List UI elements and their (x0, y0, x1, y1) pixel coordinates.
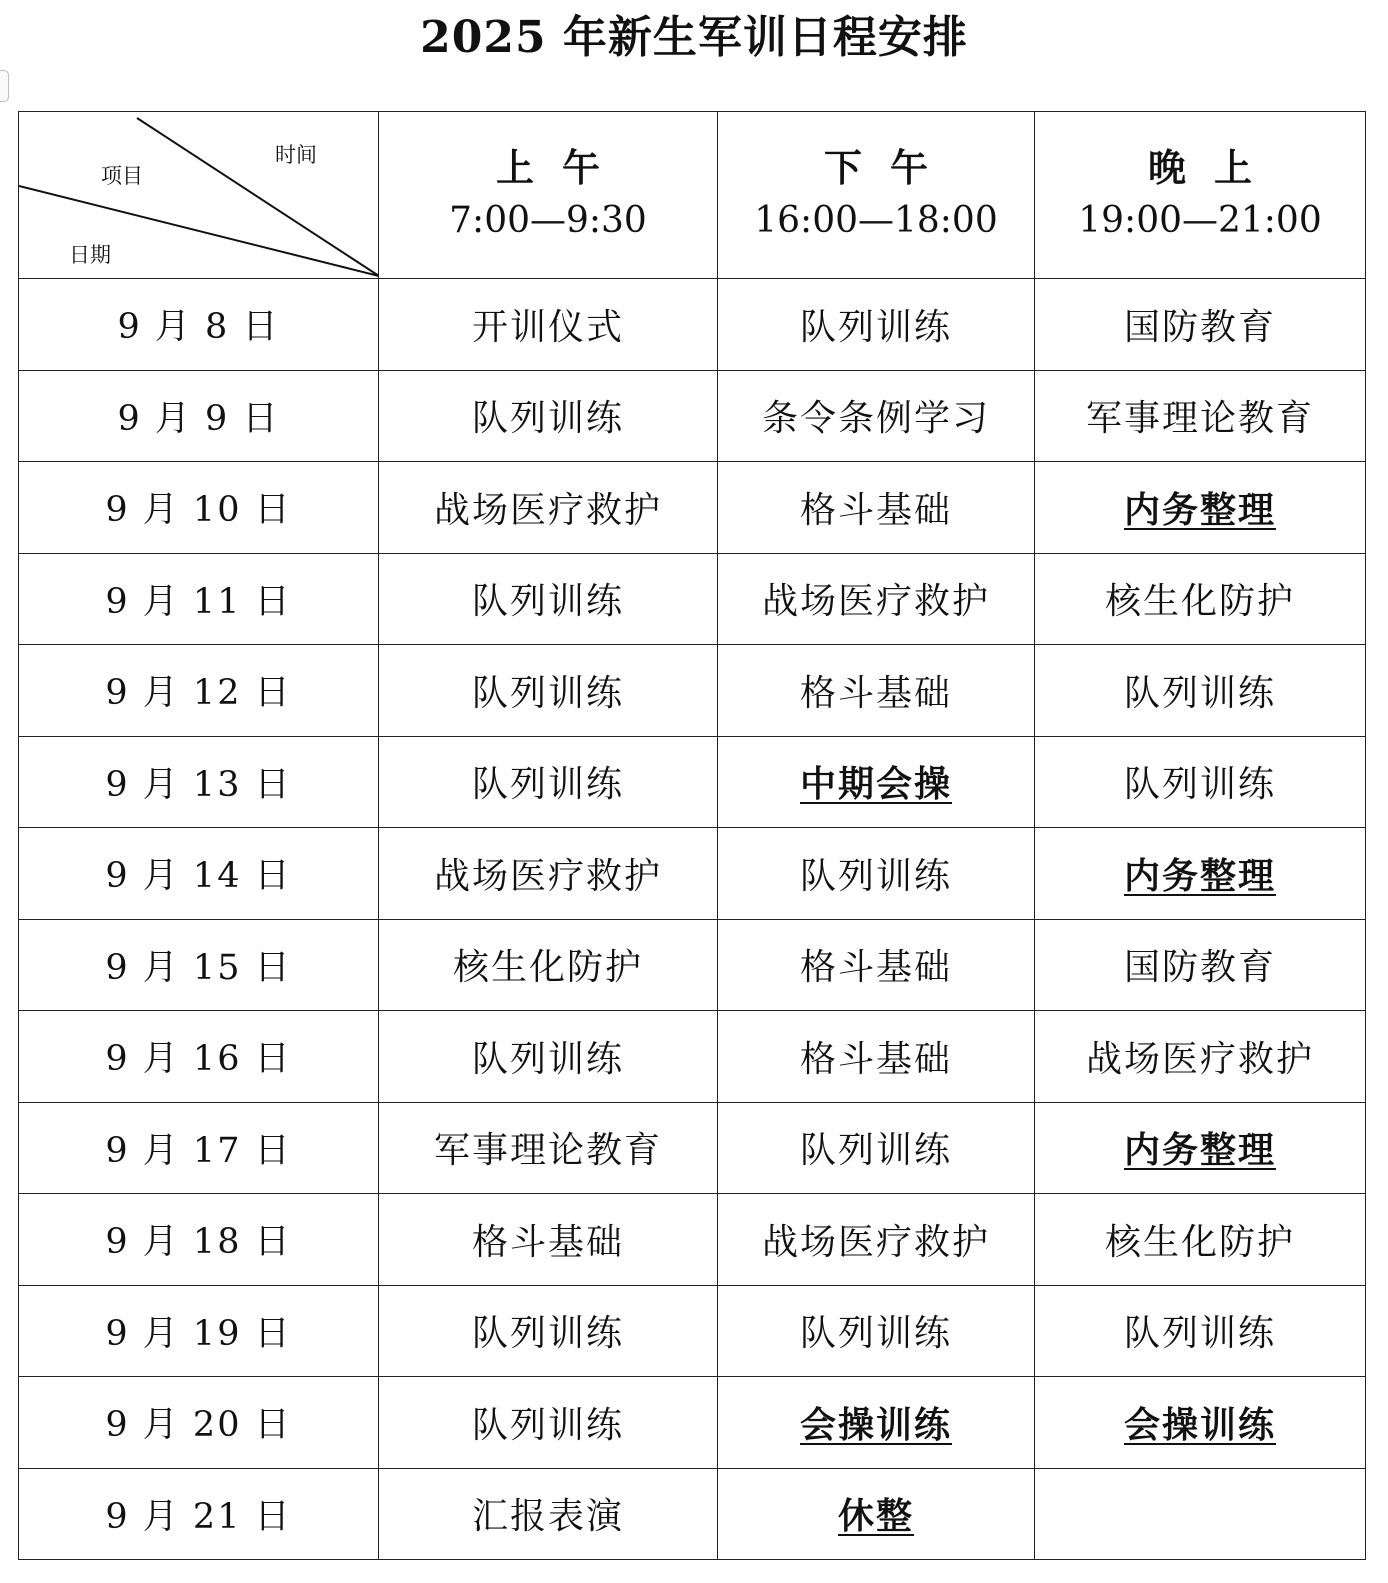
activity-label: 格斗基础 (471, 1221, 624, 1263)
activity-label: 战场医疗救护 (433, 855, 662, 897)
activity-label: 队列训练 (1123, 672, 1276, 714)
activity-label: 军事理论教育 (1085, 398, 1314, 440)
activity-label: 内务整理 (1123, 854, 1276, 897)
activity-cell (1035, 828, 1366, 920)
activity-cell (718, 919, 1035, 1011)
activity-label: 核生化防护 (452, 947, 643, 989)
activity-cell (718, 645, 1035, 737)
period-header-evening (1035, 112, 1366, 279)
activity-label: 条令条例学习 (761, 398, 990, 440)
activity-label: 核生化防护 (1104, 1221, 1295, 1263)
activity-label: 国防教育 (1123, 947, 1276, 989)
activity-cell (718, 828, 1035, 920)
activity-cell (379, 1011, 718, 1103)
activity-cell (1035, 1285, 1366, 1377)
activity-label: 军事理论教育 (433, 1130, 662, 1172)
activity-label: 休整 (837, 1495, 914, 1538)
activity-label: 战场医疗救护 (1085, 1038, 1314, 1080)
activity-label: 汇报表演 (471, 1496, 624, 1538)
table-row (19, 736, 1366, 828)
table-row (19, 279, 1366, 371)
activity-label: 队列训练 (471, 764, 624, 806)
date-cell: 9 月 8 日 (19, 279, 379, 371)
activity-label: 格斗基础 (799, 489, 952, 531)
activity-cell (1035, 1011, 1366, 1103)
activity-label: 队列训练 (471, 1313, 624, 1355)
date-cell: 9 月 21 日 (19, 1468, 379, 1560)
activity-label: 队列训练 (1123, 764, 1276, 806)
activity-cell (1035, 919, 1366, 1011)
period-header-afternoon (718, 112, 1035, 279)
table-row (19, 1468, 1366, 1560)
activity-label: 战场医疗救护 (761, 1221, 990, 1263)
activity-cell (718, 370, 1035, 462)
date-cell: 9 月 17 日 (19, 1102, 379, 1194)
date-cell: 9 月 10 日 (19, 462, 379, 554)
table-row (19, 919, 1366, 1011)
activity-cell (1035, 1468, 1366, 1560)
table-row (19, 370, 1366, 462)
activity-label: 会操训练 (799, 1403, 952, 1446)
activity-cell (1035, 370, 1366, 462)
date-cell: 9 月 14 日 (19, 828, 379, 920)
activity-cell (379, 553, 718, 645)
date-cell: 9 月 15 日 (19, 919, 379, 1011)
period-time: 16:00—18:00 (754, 200, 998, 241)
corner-time-label: 时间 (275, 142, 317, 167)
activity-cell (379, 828, 718, 920)
activity-cell (718, 279, 1035, 371)
activity-cell (718, 1468, 1035, 1560)
activity-label: 开训仪式 (471, 306, 624, 348)
activity-label: 战场医疗救护 (433, 489, 662, 531)
activity-cell (379, 1194, 718, 1286)
activity-cell (718, 736, 1035, 828)
period-header-morning (379, 112, 718, 279)
date-cell: 9 月 13 日 (19, 736, 379, 828)
table-row (19, 1102, 1366, 1194)
activity-cell (718, 1377, 1035, 1469)
activity-label: 队列训练 (471, 581, 624, 623)
activity-label: 队列训练 (799, 1313, 952, 1355)
activity-cell (1035, 1194, 1366, 1286)
activity-label: 格斗基础 (799, 947, 952, 989)
corner-item-label: 项目 (101, 163, 143, 188)
activity-label: 队列训练 (799, 855, 952, 897)
activity-label: 内务整理 (1123, 1129, 1276, 1172)
activity-cell (718, 1102, 1035, 1194)
activity-label: 队列训练 (1123, 1313, 1276, 1355)
activity-cell (718, 1011, 1035, 1103)
header-row (19, 112, 1366, 279)
activity-cell (379, 462, 718, 554)
activity-label: 队列训练 (471, 672, 624, 714)
activity-cell (379, 370, 718, 462)
side-panel-tab[interactable] (0, 70, 9, 102)
period-name: 下午 (823, 145, 956, 190)
activity-cell (379, 279, 718, 371)
activity-cell (379, 1377, 718, 1469)
activity-cell (1035, 1102, 1366, 1194)
activity-label: 队列训练 (799, 306, 952, 348)
activity-label: 核生化防护 (1104, 581, 1295, 623)
activity-cell (379, 645, 718, 737)
activity-label: 队列训练 (471, 398, 624, 440)
activity-label: 国防教育 (1123, 306, 1276, 348)
activity-cell (379, 1468, 718, 1560)
activity-label: 中期会操 (799, 763, 952, 806)
date-cell: 9 月 18 日 (19, 1194, 379, 1286)
corner-header-cell (19, 112, 379, 279)
table-row (19, 1194, 1366, 1286)
activity-cell (379, 736, 718, 828)
table-row (19, 1377, 1366, 1469)
activity-label: 内务整理 (1123, 488, 1276, 531)
table-row (19, 645, 1366, 737)
date-cell: 9 月 12 日 (19, 645, 379, 737)
activity-cell (1035, 462, 1366, 554)
period-name: 上午 (495, 145, 628, 190)
activity-label: 会操训练 (1123, 1403, 1276, 1446)
activity-cell (718, 1194, 1035, 1286)
date-cell: 9 月 19 日 (19, 1285, 379, 1377)
activity-label: 格斗基础 (799, 1038, 952, 1080)
activity-label: 格斗基础 (799, 672, 952, 714)
date-cell: 9 月 9 日 (19, 370, 379, 462)
activity-cell (1035, 1377, 1366, 1469)
activity-label: 队列训练 (471, 1038, 624, 1080)
page-title: 2025 年新生军训日程安排 (420, 12, 968, 63)
table-row (19, 828, 1366, 920)
activity-cell (1035, 736, 1366, 828)
activity-cell (1035, 645, 1366, 737)
activity-cell (1035, 553, 1366, 645)
date-cell: 9 月 11 日 (19, 553, 379, 645)
table-row (19, 553, 1366, 645)
activity-cell (1035, 279, 1366, 371)
corner-date-label: 日期 (69, 242, 111, 267)
schedule-table (18, 111, 1366, 1560)
activity-label: 战场医疗救护 (761, 581, 990, 623)
period-name: 晚上 (1147, 145, 1280, 190)
date-cell: 9 月 20 日 (19, 1377, 379, 1469)
activity-cell (379, 1102, 718, 1194)
activity-label: 队列训练 (471, 1404, 624, 1446)
activity-cell (379, 919, 718, 1011)
activity-cell (718, 553, 1035, 645)
period-time: 19:00—21:00 (1078, 200, 1322, 241)
table-row (19, 1011, 1366, 1103)
activity-cell (379, 1285, 718, 1377)
table-row (19, 462, 1366, 554)
activity-cell (718, 462, 1035, 554)
period-time: 7:00—9:30 (449, 200, 647, 241)
activity-cell (718, 1285, 1035, 1377)
activity-label: 队列训练 (799, 1130, 952, 1172)
table-row (19, 1285, 1366, 1377)
date-cell: 9 月 16 日 (19, 1011, 379, 1103)
